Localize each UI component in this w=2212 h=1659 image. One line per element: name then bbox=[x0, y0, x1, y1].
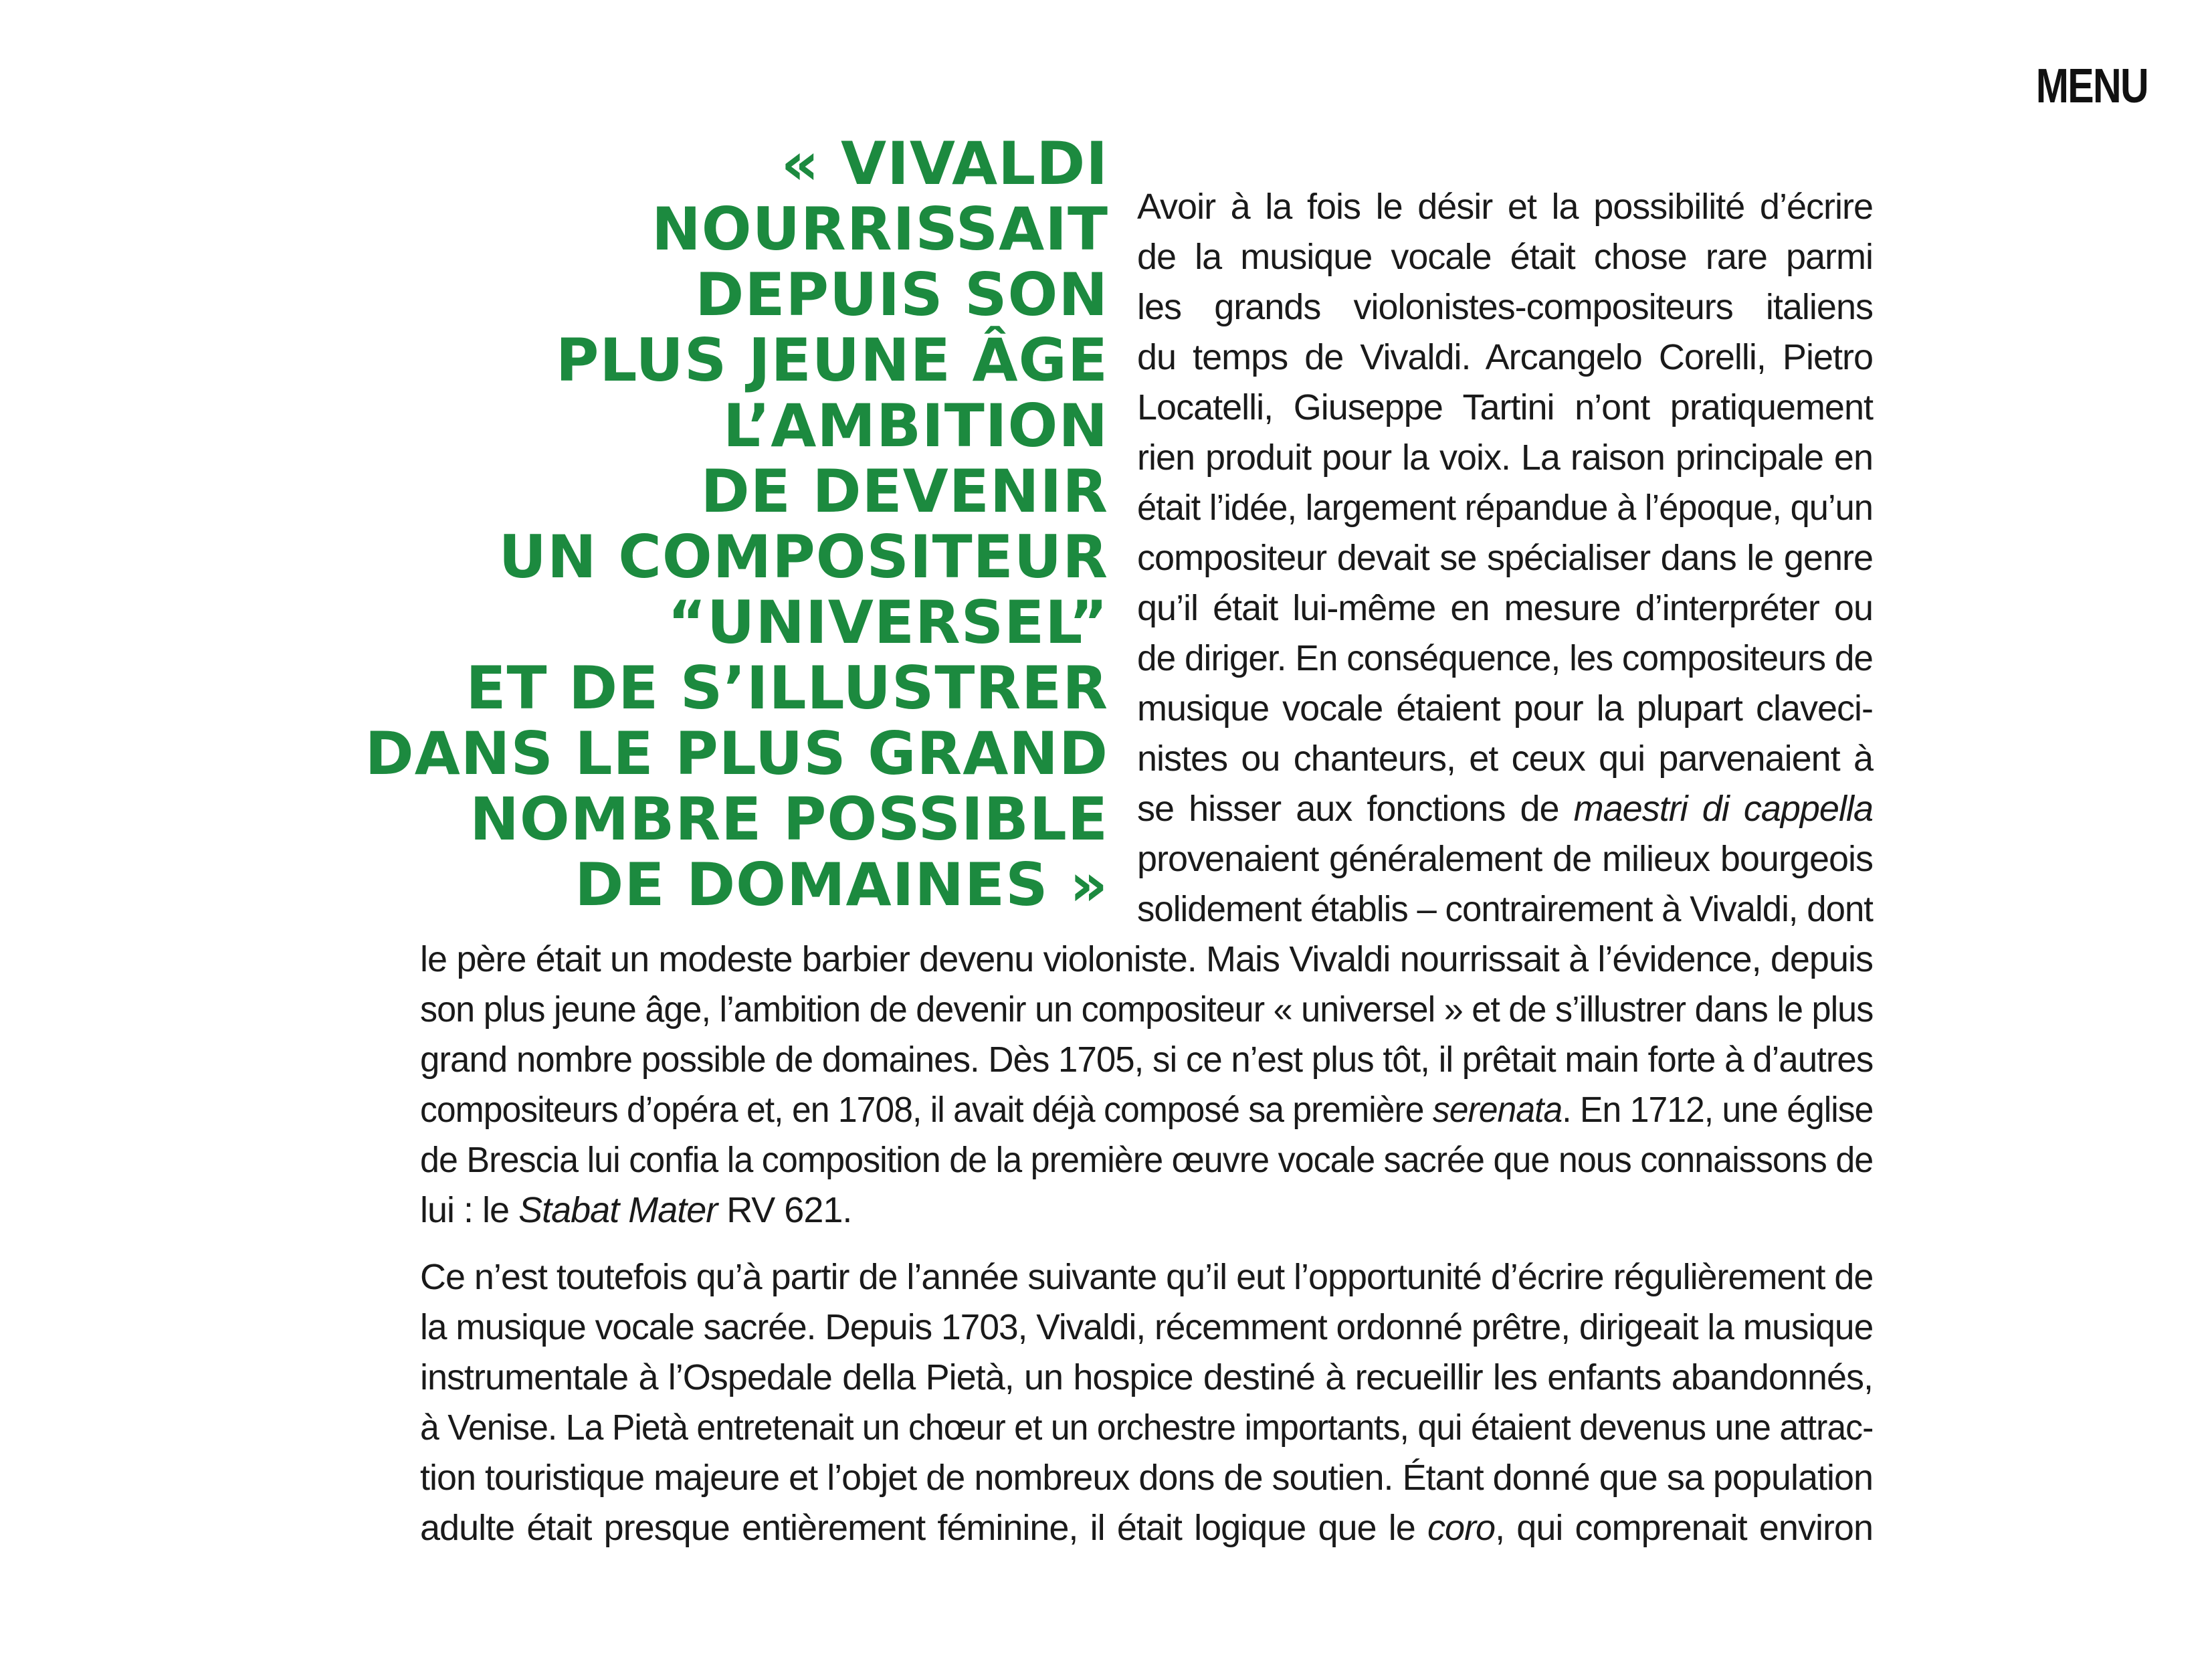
pull-quote-line: DANS LE PLUS GRAND bbox=[365, 719, 1108, 788]
text-line: rien produit pour la voix. La raison principale en bbox=[1137, 437, 1873, 478]
italic-term: maestri di cappella bbox=[1573, 789, 1873, 829]
text-line: Locatelli, Giuseppe Tartini n’ont pratiquement bbox=[1137, 387, 1873, 427]
text-line: était l’idée, largement répandue à l’époque, qu’un bbox=[1137, 488, 1873, 528]
text-line: le père était un modeste barbier devenu violoniste. Mais Vivaldi nourrissait à l’évidence, depuis bbox=[420, 939, 1873, 979]
pull-quote-line: “UNIVERSEL” bbox=[668, 588, 1108, 657]
text-line: du temps de Vivaldi. Arcangelo Corelli, Pietro bbox=[1137, 337, 1873, 377]
text-line: provenaient généralement de milieux bourgeois bbox=[1137, 839, 1873, 879]
pull-quote-line: UN COMPOSITEUR bbox=[498, 522, 1108, 591]
text-line: compositeur devait se spécialiser dans le genre bbox=[1137, 538, 1873, 578]
pull-quote-line: NOURRISSAIT bbox=[651, 195, 1108, 264]
pull-quote-line: ET DE S’ILLUSTRER bbox=[466, 654, 1108, 722]
text-line: Ce n’est toutefois qu’à partir de l’année suivante qu’il eut l’opportunité d’écrire régulièrement de bbox=[420, 1257, 1874, 1297]
text-run: compositeurs d’opéra et, en 1708, il avait déjà composé sa première bbox=[420, 1090, 1424, 1130]
text-run: se hisser aux fonctions de bbox=[1137, 789, 1559, 829]
text-line: de la musique vocale était chose rare parmi bbox=[1137, 237, 1873, 277]
pull-quote-line: L’AMBITION bbox=[723, 391, 1108, 460]
italic-term: serenata bbox=[1432, 1090, 1563, 1130]
text-run: lui : le bbox=[420, 1190, 510, 1230]
text-line: grand nombre possible de domaines. Dès 1705, si ce n’est plus tôt, il prêtait main forte à d’autres bbox=[420, 1040, 1874, 1080]
text-line: les grands violonistes-compositeurs italiens bbox=[1137, 287, 1873, 327]
text-line: à Venise. La Pietà entretenait un chœur et un orchestre importants, qui étaient devenus une attrac- bbox=[420, 1407, 1874, 1448]
text-run: , qui comprenait environ bbox=[1495, 1508, 1873, 1548]
text-line: Avoir à la fois le désir et la possibilité d’écrire bbox=[1137, 187, 1873, 227]
text-line bbox=[420, 1185, 1873, 1236]
text-run: . En 1712, une église bbox=[1562, 1090, 1874, 1130]
pull-quote bbox=[239, 131, 1108, 918]
pull-quote-line: « VIVALDI bbox=[781, 129, 1108, 198]
text-line: nistes ou chanteurs, et ceux qui parvenaient à bbox=[1137, 739, 1873, 779]
italic-term: Stabat Mater bbox=[518, 1190, 718, 1230]
text-line: tion touristique majeure et l’objet de nombreux dons de soutien. Étant donné que sa population bbox=[420, 1458, 1873, 1498]
pull-quote-line: DEPUIS SON bbox=[695, 260, 1108, 329]
text-line: de Brescia lui confia la composition de la première œuvre vocale sacrée que nous connaissons de bbox=[420, 1140, 1874, 1180]
menu-button[interactable]: MENU bbox=[2035, 60, 2148, 113]
pull-quote-line: NOMBRE POSSIBLE bbox=[470, 785, 1108, 854]
text-line: qu’il était lui-même en mesure d’interpréter ou bbox=[1137, 588, 1873, 628]
pull-quote-line: DE DOMAINES » bbox=[575, 850, 1108, 919]
text-line bbox=[420, 1503, 1873, 1553]
text-line bbox=[1137, 784, 1873, 834]
text-run: RV 621. bbox=[726, 1190, 852, 1230]
pull-quote-line: PLUS JEUNE ÂGE bbox=[555, 326, 1108, 395]
italic-term: coro bbox=[1427, 1508, 1496, 1548]
pull-quote-line: DE DEVENIR bbox=[700, 457, 1108, 526]
text-line: solidement établis – contrairement à Vivaldi, dont bbox=[1137, 889, 1873, 929]
text-line: musique vocale étaient pour la plupart claveci- bbox=[1137, 688, 1873, 728]
text-run: adulte était presque entièrement féminine, il était logique que le bbox=[420, 1508, 1415, 1548]
text-line: instrumentale à l’Ospedale della Pietà, un hospice destiné à recueillir les enfants abandonnés, bbox=[420, 1357, 1873, 1397]
text-line: la musique vocale sacrée. Depuis 1703, Vivaldi, récemment ordonné prêtre, dirigeait la musique bbox=[420, 1307, 1874, 1347]
text-line bbox=[420, 1085, 1873, 1135]
text-line: de diriger. En conséquence, les compositeurs de bbox=[1137, 638, 1873, 678]
text-line: son plus jeune âge, l’ambition de devenir un compositeur « universel » et de s’illustrer dans le plus bbox=[420, 989, 1874, 1030]
